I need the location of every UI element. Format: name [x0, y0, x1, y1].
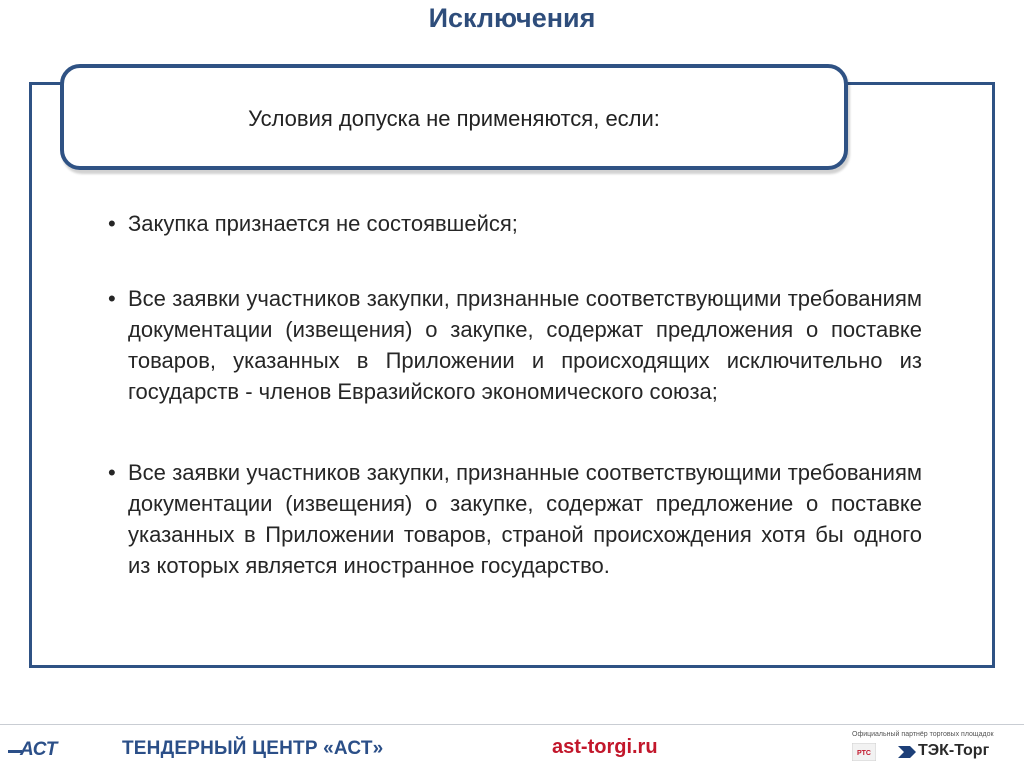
- bullet-marker: •: [108, 460, 116, 485]
- list-item-text: Все заявки участников закупки, признанные соответствующими требованиям документации (извещения) о закупке, содержат предложения о поставке товаров, указанных в Приложении и происходящих исключительно из государств - членов Евразийского экономического союза;: [128, 286, 922, 404]
- rts-logo-text: РТС: [857, 750, 871, 757]
- list-item-text: Закупка признается не состоявшейся;: [128, 211, 518, 236]
- partner-note: Официальный партнёр торговых площадок: [852, 731, 994, 738]
- list-item-text: Все заявки участников закупки, признанные соответствующими требованиям документации (извещения) о закупке, содержат предложение о поставке указанных в Приложении товаров, страной происхождения хотя бы одного из которых является иностранное государство.: [128, 460, 922, 578]
- slide-title: Исключения: [428, 3, 596, 33]
- exceptions-list: [108, 208, 922, 625]
- bullet-marker: •: [108, 211, 116, 236]
- ast-logo-text: АСТ: [20, 739, 58, 760]
- condition-box: [60, 64, 848, 170]
- list-item: [108, 208, 922, 239]
- footer-company-name: ТЕНДЕРНЫЙ ЦЕНТР «АСТ»: [122, 738, 384, 759]
- list-item: [108, 283, 922, 407]
- list-item: [108, 457, 922, 581]
- footer-divider: [0, 724, 1024, 725]
- tek-torg-logo-icon: [898, 744, 916, 760]
- ast-logo-icon: [8, 734, 70, 760]
- bullet-marker: •: [108, 286, 116, 311]
- footer-site-link[interactable]: ast-torgi.ru: [552, 736, 658, 758]
- tek-torg-name: ТЭК-Торг: [918, 742, 990, 759]
- condition-text: Условия допуска не применяются, если:: [248, 106, 660, 131]
- rts-logo-icon: [852, 743, 876, 761]
